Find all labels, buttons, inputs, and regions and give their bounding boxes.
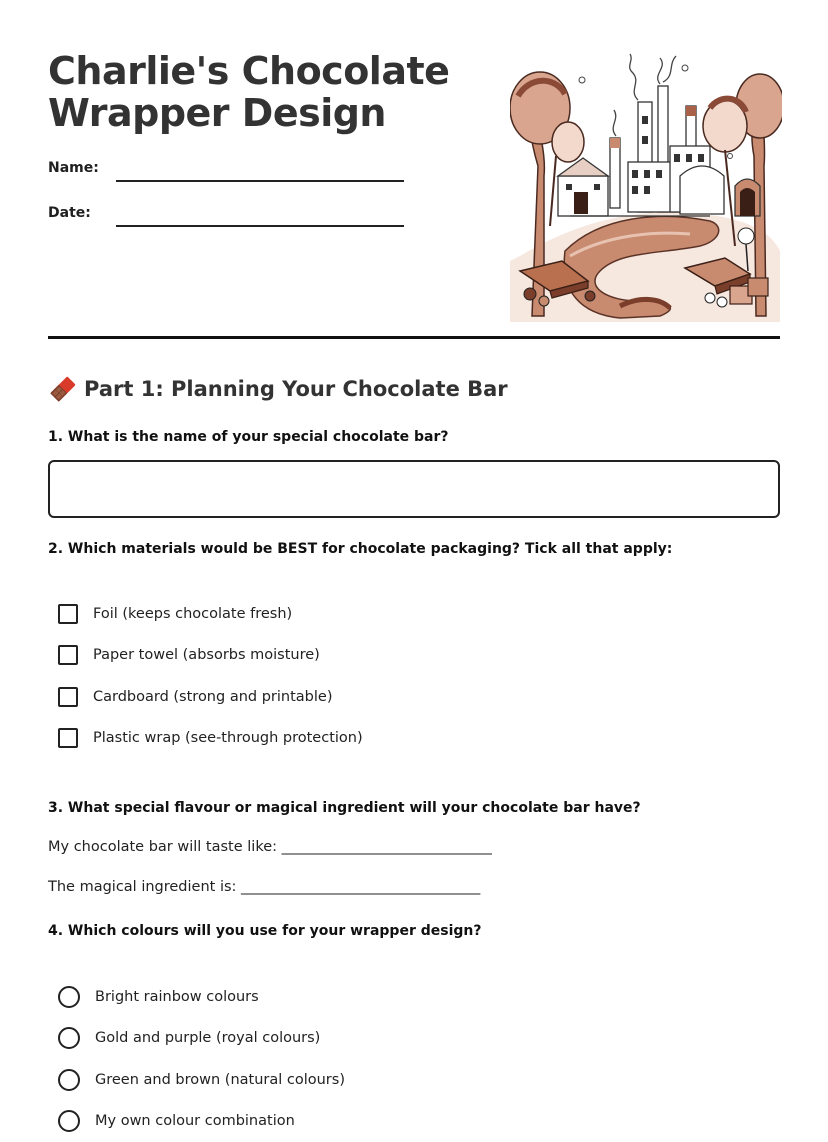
taste-fill-line[interactable]: My chocolate bar will taste like: _____________________________	[48, 839, 492, 855]
checkbox[interactable]	[58, 604, 78, 624]
ingredient-fill-line[interactable]: The magical ingredient is: _________________________________	[48, 879, 480, 895]
part1-title: Part 1: Planning Your Chocolate Bar	[84, 377, 508, 401]
date-label: Date:	[48, 205, 91, 221]
chocolate-name-input[interactable]	[48, 460, 780, 518]
radio-button[interactable]	[58, 1027, 80, 1049]
header-divider	[48, 336, 780, 339]
checkbox[interactable]	[58, 728, 78, 748]
option-label: Cardboard (strong and printable)	[93, 689, 332, 705]
checkbox[interactable]	[58, 687, 78, 707]
radio-button[interactable]	[58, 986, 80, 1008]
option-label: Green and brown (natural colours)	[95, 1072, 345, 1088]
question-2: 2. Which materials would be BEST for chocolate packaging? Tick all that apply:	[48, 541, 672, 557]
name-write-line[interactable]	[116, 180, 404, 182]
colours-radio-list	[58, 976, 345, 1142]
list-item[interactable]	[58, 593, 363, 635]
option-label: Gold and purple (royal colours)	[95, 1030, 320, 1046]
date-field	[48, 205, 408, 235]
part1-heading	[48, 374, 508, 404]
checkbox[interactable]	[58, 645, 78, 665]
list-item[interactable]	[58, 976, 345, 1018]
option-label: Paper towel (absorbs moisture)	[93, 647, 320, 663]
date-write-line[interactable]	[116, 225, 404, 227]
list-item[interactable]	[58, 676, 363, 718]
option-label: Foil (keeps chocolate fresh)	[93, 606, 292, 622]
list-item[interactable]	[58, 635, 363, 677]
option-label: Bright rainbow colours	[95, 989, 259, 1005]
chocolate-factory-illustration	[510, 46, 782, 322]
option-label: My own colour combination	[95, 1113, 295, 1129]
materials-checklist	[58, 593, 363, 759]
name-label: Name:	[48, 160, 99, 176]
question-3: 3. What special flavour or magical ingredient will your chocolate bar have?	[48, 800, 641, 816]
radio-button[interactable]	[58, 1110, 80, 1132]
question-4: 4. Which colours will you use for your wrapper design?	[48, 923, 482, 939]
list-item[interactable]	[58, 1101, 345, 1142]
list-item[interactable]	[58, 718, 363, 760]
option-label: Plastic wrap (see-through protection)	[93, 730, 363, 746]
worksheet-title: Charlie's Chocolate Wrapper Design	[48, 50, 468, 134]
radio-button[interactable]	[58, 1069, 80, 1091]
list-item[interactable]	[58, 1059, 345, 1101]
chocolate-bar-icon	[48, 374, 78, 404]
question-1: 1. What is the name of your special chocolate bar?	[48, 429, 449, 445]
name-field	[48, 160, 408, 190]
list-item[interactable]	[58, 1018, 345, 1060]
